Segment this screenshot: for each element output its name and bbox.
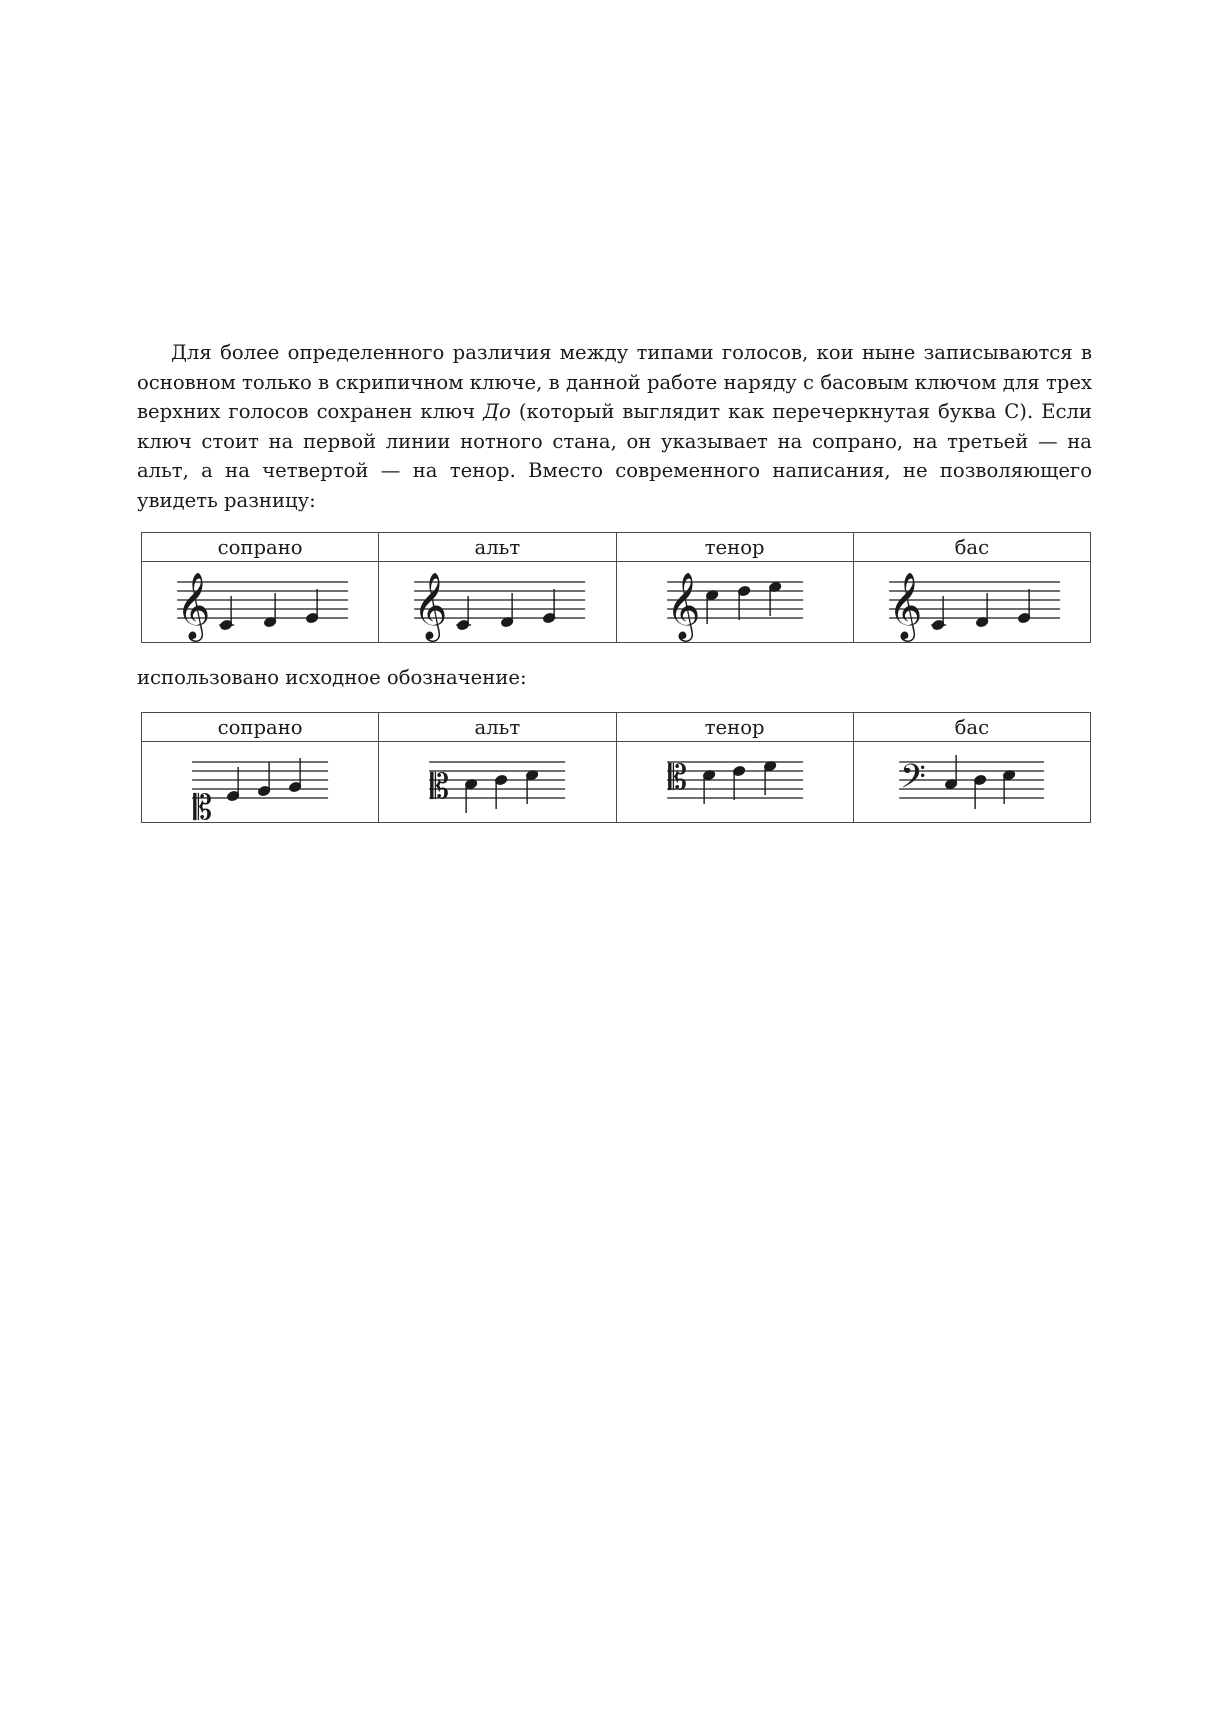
original-notation-table [141, 712, 1091, 823]
paragraph-italic-do: До [483, 400, 511, 423]
paragraph-text-1: Для более определенного различия между типами голосов, кои ныне записываются в основном только в скрипичном ключе, в данной работе наряду с басовым ключом для трех верхних голосов сохранен ключ [137, 341, 1092, 423]
staff-soprano-c-clef [142, 742, 378, 822]
header-tenor: тенор [616, 713, 853, 742]
header-soprano: сопрано [142, 713, 379, 742]
staff-cell-alto [379, 562, 616, 643]
svg-text:𝄡: 𝄡 [430, 767, 450, 807]
staff-cell-soprano [142, 742, 379, 823]
staff-tenor-treble [617, 562, 853, 642]
note-d [501, 593, 514, 628]
note-2 [973, 774, 986, 809]
header-tenor: тенор [616, 533, 853, 562]
header-bass: бас [853, 533, 1090, 562]
treble-clef-icon [413, 571, 447, 642]
note-c [219, 596, 234, 631]
note-2 [258, 762, 271, 797]
note-2 [732, 765, 745, 800]
table-header-row [142, 533, 1091, 562]
header-soprano: сопрано [142, 533, 379, 562]
bass-clef-icon [900, 758, 926, 804]
treble-clef-icon [888, 571, 922, 642]
note-e [306, 589, 319, 624]
staff-tenor-c-clef [617, 742, 853, 822]
table-staff-row [142, 562, 1091, 643]
note-3 [1002, 769, 1015, 804]
staff-cell-bass [853, 562, 1090, 643]
treble-clef-icon [176, 571, 210, 642]
note-e5 [768, 581, 781, 616]
staff-cell-tenor [616, 742, 853, 823]
note-e [1017, 589, 1030, 624]
svg-text:𝄢: 𝄢 [899, 758, 926, 804]
note-c5 [705, 589, 718, 624]
staff-cell-alto [379, 742, 616, 823]
staff-soprano-treble [142, 562, 378, 642]
svg-text:𝄡: 𝄡 [667, 758, 687, 798]
c-clef-fourth-line-icon [668, 758, 687, 798]
header-bass: бас [853, 713, 1090, 742]
svg-text:𝄞: 𝄞 [887, 571, 923, 639]
svg-text:𝄞: 𝄞 [413, 571, 448, 639]
svg-text:𝄡: 𝄡 [193, 788, 213, 822]
staff-alto-c-clef [379, 742, 615, 822]
c-clef-third-line-icon [430, 767, 449, 807]
note-d [264, 593, 277, 628]
staff-bass-treble [854, 562, 1090, 642]
staff-alto-treble [379, 562, 615, 642]
staff-cell-soprano [142, 562, 379, 643]
note-1 [944, 755, 957, 790]
svg-text:𝄞: 𝄞 [665, 571, 700, 639]
header-alto: альт [379, 713, 616, 742]
note-c [931, 596, 946, 631]
note-1 [465, 778, 478, 813]
note-3 [763, 760, 776, 795]
staff-cell-bass [853, 742, 1090, 823]
caption-original-notation: использовано исходное обозначение: [137, 666, 527, 689]
staff-cell-tenor [616, 562, 853, 643]
modern-notation-table [141, 532, 1091, 643]
note-3 [289, 758, 302, 793]
note-d [975, 593, 988, 628]
header-alto: альт [379, 533, 616, 562]
paragraph-text-2: (который выглядит как перечеркнутая буква С). Если ключ стоит на первой линии нотного стана, он указывает на сопрано, на третьей — на альт, а на четвертой — на тенор. Вместо современного написания, не позволяющего увидеть разницу: [137, 400, 1092, 512]
note-1 [702, 769, 715, 804]
svg-text:𝄞: 𝄞 [176, 571, 211, 639]
table-staff-row [142, 742, 1091, 823]
note-1 [227, 767, 240, 802]
note-c [456, 596, 471, 631]
note-3 [526, 769, 539, 804]
note-2 [495, 774, 508, 809]
table-header-row [142, 713, 1091, 742]
treble-clef-icon [666, 571, 700, 642]
intro-paragraph [137, 338, 1092, 515]
c-clef-first-line-icon [193, 788, 212, 822]
note-d5 [737, 585, 750, 620]
note-e [543, 589, 556, 624]
staff-bass-f-clef [854, 742, 1090, 822]
